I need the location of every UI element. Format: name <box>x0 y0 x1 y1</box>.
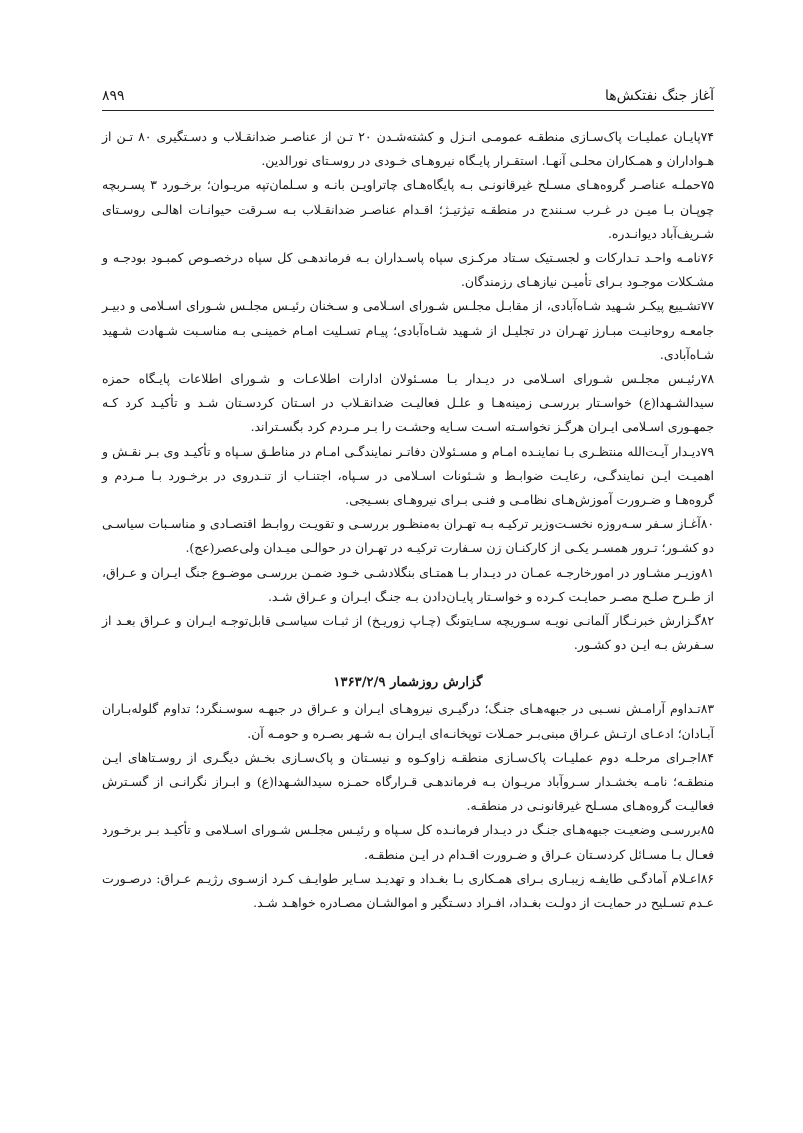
entry-text: گـزارش خبرنـگار آلمانـی نویـه سـوریچه سـایتونگ (چـاپ زوریـخ) از ثبـات سیاسـی قابل‌توجـه ایـران و عـراق بعـد از سـفرش بـه ایـن دو کشـور. <box>102 613 714 653</box>
entry-number: ۸۴ <box>700 749 714 765</box>
entry-number: ۷۴ <box>700 129 714 144</box>
entry-text: اجـرای مرحلـه دوم عملیـات پاک‌سـازی منطقـه زاوکـوه و نیسـتان و پاک‌سـازی بخـش دیگـری از روسـتاهای ایـن منطقـه؛ نامـه بخشـدار سـروآباد مریـوان بـه فرماندهـی قـرارگاه حمـزه سیدالشـهدا(ع) و ابـراز نگرانـی از گسـترش فعالیـت گروه‌هـای مسـلح غیرقانونـی در منطقـه. <box>102 749 714 814</box>
entry-text: وزیـر مشـاور در امورخارجـه عمـان در دیـدار بـا همتـای بنگلادشـی خـود ضمـن بررسـی موضـوع جنگ ایـران و عـراق، از طـرح صلـح مصـر حمایـت کـرده و خواسـتار پایـان‌دادن بـه جنـگ ایـران و عـراق شـد. <box>102 564 714 604</box>
entry-text: نامـه واحـد تـدارکات و لجسـتیک سـتاد مرکـزی سپاه پاسـداران بـه فرماندهـی کل سپاه درخصـوص کمبـود بودجـه و مشـکلات موجـود بـرای تأمیـن نیازهـای رزمندگان. <box>102 250 714 290</box>
entry-number: ۸۱ <box>700 564 714 580</box>
chronology-entry <box>102 294 714 367</box>
page-number: ۸۹۹ <box>102 88 125 104</box>
chronology-entry <box>102 818 714 866</box>
chronology-entry <box>102 246 714 294</box>
entry-number: ۷۶ <box>700 250 714 266</box>
chronology-entry <box>102 561 714 609</box>
chronology-entry <box>102 173 714 246</box>
entry-text: اعـلام آمادگـی طایفـه زیبـاری بـرای همـکاری بـا بغـداد و تهدیـد سـایر طوایـف کـرد ازسـوی رژیـم عـراق: درصـورت عـدم تسـلیح در حمایـت از دولـت بغـداد، افـراد دسـتگیر و اموالشـان مصـادره خواهـد شـد. <box>102 870 714 911</box>
entry-text: بررسـی وضعیـت جبهه‌هـای جنـگ در دیـدار فرمانـده کل سـپاه و رئیـس مجلـس شـورای اسـلامی و تأکیـد بـر برخـورد فعـال بـا مسـائل کردسـتان عـراق و ضـرورت اقـدام در ایـن منطقـه. <box>102 822 714 862</box>
entry-number: ۸۰ <box>700 516 714 532</box>
entry-text: رئیـس مجلـس شـورای اسـلامی در دیـدار بـا مسـئولان ادارات اطلاعـات و شـورای اطلاعات پایـگاه حمزه سیدالشـهدا(ع) خواسـتار بررسـی زمینه‌هـا و علـل فعالیـت ضدانقـلاب در اسـتان کردسـتان شـد و تأکیـد کرد کـه جمهـوری اسـلامی ایـران هرگـز نخواسـته اسـت سـایه وحشـت را بـر مـردم کرد بگسـتراند. <box>102 371 714 435</box>
entry-text: دیـدار آیـت‌الله منتظـری بـا نماینـده امـام و مسـئولان دفاتـر نمایندگـی امـام در مناطـق سـپاه و تأکیـد وی بـر نقـش و اهمیـت ایـن نمایندگـی، رعایـت ضوابـط و شـئونات اسـلامی در سـپاه، اجتنـاب از تنـدروی در برخـورد بـا مـردم و گروه‌هـا و ضـرورت آموزش‌هـای نظامـی و فنـی بـرای نیروهـای بسـیجی. <box>102 443 714 508</box>
entry-number: ۷۹ <box>700 443 714 459</box>
section-title: گزارش روزشمار ۱۳۶۳/۲/۹ <box>333 675 483 691</box>
chronology-entry <box>102 125 714 173</box>
chronology-entry <box>102 440 714 513</box>
entry-number: ۸۵ <box>700 822 714 838</box>
entry-number: ۷۸ <box>700 371 714 387</box>
chronology-entry <box>102 512 714 560</box>
entry-number: ۸۳ <box>700 701 714 717</box>
entry-text: آغـاز سـفر سـه‌روزه نخسـت‌وزیر ترکیـه بـه تهـران به‌منظـور بررسـی و تقویـت روابـط اقتصـادی و مناسـبات سیاسـی دو کشـور؛ تـرور همسـر یکـی از کارکنـان زن سـفارت ترکیـه در تهـران در حوالـی میـدان ولی‌عصر(عج). <box>102 516 714 556</box>
chronology-entry <box>102 367 714 440</box>
document-page <box>102 88 714 915</box>
entry-number: ۷۵ <box>700 177 714 193</box>
chronology-entry <box>102 697 714 745</box>
chapter-title: آغاز جنگ نفتکش‌ها <box>605 88 714 104</box>
entry-number: ۷۷ <box>700 298 714 314</box>
running-header <box>102 88 714 111</box>
chronology-entry <box>102 609 714 657</box>
entry-text: تـداوم آرامـش نسـبی در جبهه‌هـای جنـگ؛ درگیـری نیروهـای ایـران و عـراق در جبهـه سوسـنگرد؛ تداوم گلوله‌بـاران آبـادان؛ ادعـای ارتـش عـراق مبنی‌بـر حمـلات توپخانـه‌ای ایـران بـه شـهر بصـره و حومـه آن. <box>102 701 714 741</box>
entry-text: تشـییع پیکـر شـهید شـاه‌آبادی، از مقابـل مجلـس شـورای اسـلامی و سـخنان رئیـس مجلـس شـورای اسـلامی و دبیـر جامعـه روحانیـت مبـارز تهـران در تجلیـل از شـهید شـاه‌آبادی؛ پیـام تسـلیت امـام خمینـی بـه مناسـبت شـهادت شـهید شـاه‌آبادی. <box>102 298 714 362</box>
entry-number: ۸۲ <box>700 613 714 629</box>
chronology-entry <box>102 746 714 819</box>
entry-text: پایـان عملیـات پاک‌سـازی منطقـه عمومـی انـزل و کشته‌شـدن ۲۰ تـن از عناصـر ضدانقـلاب و دسـتگیری ۸۰ تـن از هـواداران و همـکاران محلـی آنهـا. استقـرار پایـگاه نیروهـای خـودی در روسـتای نورالدین. <box>102 129 714 169</box>
entry-text: حملـه عناصـر گروه‌هـای مسـلح غیرقانونـی بـه پایگاه‌هـای چاتراویـن بانـه و سـلمان‌تپه مریـوان؛ برخـورد ۳ پسـربچه چوپـان بـا میـن در غـرب سـنندج در منطقـه تیژتیـژ؛ اقـدام عناصـر ضدانقـلاب بـه سـرقت حیوانـات اهالـی روسـتای شـریف‌آباد دیوانـدره. <box>102 177 714 241</box>
chronology-entry <box>102 867 714 915</box>
entry-number: ۸۶ <box>700 870 714 886</box>
